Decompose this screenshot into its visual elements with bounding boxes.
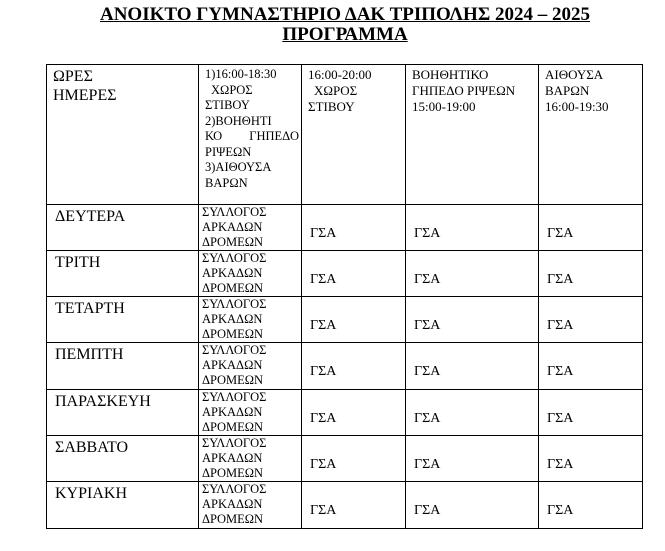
col4-assignment-label: ΓΣΑ [547,503,574,518]
day-name-cell: ΚΥΡΙΑΚΗ [47,482,199,529]
document-subtitle: ΠΡΟΓΡΑΜΜΑ [282,24,408,45]
club-name-line: ΔΡΟΜΕΩΝ [202,327,264,341]
col4-header-cell [539,65,643,205]
day-name-cell: ΔΕΥΤΕΡΑ [47,205,199,251]
club-cell [199,251,302,297]
col2-assignment-cell [302,205,406,251]
col1-header-line: 1)16:00-18:30 [205,67,277,81]
col2-assignment-label: ΓΣΑ [310,225,337,241]
col3-header-line: ΓΗΠΕΔΟ ΡΙΨΕΩΝ [412,83,516,98]
col2-assignment-cell [302,436,406,482]
col3-assignment-cell [406,205,539,251]
col1-header-line: ΒΑΡΩΝ [205,175,248,190]
col4-assignment-label: ΓΣΑ [547,410,574,426]
col4-header-line: ΒΑΡΩΝ [545,83,590,98]
day-row [47,390,643,436]
col4-assignment-label: ΓΣΑ [547,225,574,241]
club-name-line: ΑΡΚΑΔΩΝ [202,220,263,234]
col4-assignment-cell [539,297,643,343]
col3-assignment-label: ΓΣΑ [414,503,441,518]
col3-assignment-cell [406,482,539,529]
col4-assignment-cell [539,343,643,390]
club-cell [199,205,302,251]
col3-assignment-cell [406,343,539,390]
club-name-line: ΑΡΚΑΔΩΝ [202,358,263,372]
club-name-line: ΔΡΟΜΕΩΝ [202,466,264,480]
col2-assignment-label: ΓΣΑ [310,503,337,518]
col3-assignment-cell [406,297,539,343]
day-name-cell: ΤΕΤΑΡΤΗ [47,297,199,343]
col2-assignment-cell [302,343,406,390]
col2-assignment-label: ΓΣΑ [310,410,337,426]
day-row [47,205,643,251]
day-row [47,482,643,529]
col3-assignment-label: ΓΣΑ [414,364,441,379]
header-row [47,65,643,205]
col4-header-line: 16:00-19:30 [545,99,609,114]
col3-assignment-label: ΓΣΑ [414,225,441,241]
col1-header-line: 3)ΑΙΘΟΥΣΑ [205,160,272,174]
club-name-line: ΔΡΟΜΕΩΝ [202,373,264,387]
club-name-line: ΣΥΛΛΟΓΟΣ [202,390,267,404]
col2-assignment-label: ΓΣΑ [310,364,337,379]
col2-header-line: 16:00-20:00 [308,67,372,82]
col4-assignment-cell [539,390,643,436]
club-name-line: ΔΡΟΜΕΩΝ [202,512,264,526]
club-cell [199,390,302,436]
col4-assignment-cell [539,205,643,251]
col4-assignment-cell [539,482,643,529]
col4-assignment-label: ΓΣΑ [547,271,574,287]
col1-header-line: ΧΩΡΟΣ [211,82,253,97]
club-name-line: ΔΡΟΜΕΩΝ [202,420,264,434]
col4-assignment-label: ΓΣΑ [547,456,574,472]
corner-header-cell [47,65,199,205]
club-name-line: ΣΥΛΛΟΓΟΣ [202,251,267,265]
club-name-line: ΣΥΛΛΟΓΟΣ [202,482,267,496]
col3-assignment-label: ΓΣΑ [414,456,441,472]
col3-assignment-cell [406,251,539,297]
club-name-line: ΑΡΚΑΔΩΝ [202,266,263,280]
day-name-cell: ΠΑΡΑΣΚΕΥΗ [47,390,199,436]
schedule-table [46,64,643,529]
club-name-line: ΔΡΟΜΕΩΝ [202,281,264,295]
col2-assignment-label: ΓΣΑ [310,456,337,472]
col4-assignment-label: ΓΣΑ [547,317,574,333]
col3-header-line: ΒΟΗΘΗΤΙΚΟ [412,67,489,82]
col1-header-cell [199,65,302,205]
col1-header-line: ΡΙΨΕΩΝ [205,144,252,159]
col2-assignment-cell [302,297,406,343]
col2-assignment-label: ΓΣΑ [310,271,337,287]
col2-assignment-label: ΓΣΑ [310,317,337,333]
day-name-cell: ΠΕΜΠΤΗ [47,343,199,390]
col3-assignment-cell [406,436,539,482]
club-name-line: ΔΡΟΜΕΩΝ [202,235,264,249]
col3-assignment-label: ΓΣΑ [414,317,441,333]
col1-header-line: ΣΤΙΒΟΥ [205,98,250,112]
col3-assignment-cell [406,390,539,436]
col3-header-cell [406,65,539,205]
day-row [47,436,643,482]
corner-label-hours: ΩΡΕΣ [53,68,93,85]
col1-header-line: ΚΟ ΓΗΠΕΔΟ [205,129,299,143]
club-name-line: ΣΥΛΛΟΓΟΣ [202,205,267,219]
day-name-cell: ΣΑΒΒΑΤΟ [47,436,199,482]
day-row [47,343,643,390]
col2-assignment-cell [302,482,406,529]
club-cell [199,482,302,529]
club-name-line: ΣΥΛΛΟΓΟΣ [202,297,267,311]
day-name-cell: ΤΡΙΤΗ [47,251,199,297]
club-cell [199,343,302,390]
col2-header-line: ΧΩΡΟΣ [314,83,358,98]
corner-label-days: ΗΜΕΡΕΣ [53,87,117,104]
club-cell [199,436,302,482]
col1-header-line: 2)ΒΟΗΘΗΤΙ [205,113,272,128]
col2-header-cell [302,65,406,205]
document-title: ΑΝΟΙΚΤΟ ΓΥΜΝΑΣΤΗΡΙΟ ΔΑΚ ΤΡΙΠΟΛΗΣ 2024 – 2025 [99,4,591,25]
day-row [47,251,643,297]
col3-assignment-label: ΓΣΑ [414,410,441,426]
col2-header-line: ΣΤΙΒΟΥ [308,99,355,114]
col4-header-line: ΑΙΘΟΥΣΑ [545,67,604,82]
club-name-line: ΑΡΚΑΔΩΝ [202,451,263,465]
club-name-line: ΑΡΚΑΔΩΝ [202,405,263,419]
club-name-line: ΣΥΛΛΟΓΟΣ [202,436,267,450]
club-cell [199,297,302,343]
col4-assignment-cell [539,251,643,297]
club-name-line: ΑΡΚΑΔΩΝ [202,497,263,511]
col2-assignment-cell [302,251,406,297]
col3-header-line: 15:00-19:00 [412,99,476,114]
col3-assignment-label: ΓΣΑ [414,271,441,287]
col4-assignment-cell [539,436,643,482]
col4-assignment-label: ΓΣΑ [547,364,574,379]
col2-assignment-cell [302,390,406,436]
day-row [47,297,643,343]
club-name-line: ΣΥΛΛΟΓΟΣ [202,343,267,357]
club-name-line: ΑΡΚΑΔΩΝ [202,312,263,326]
